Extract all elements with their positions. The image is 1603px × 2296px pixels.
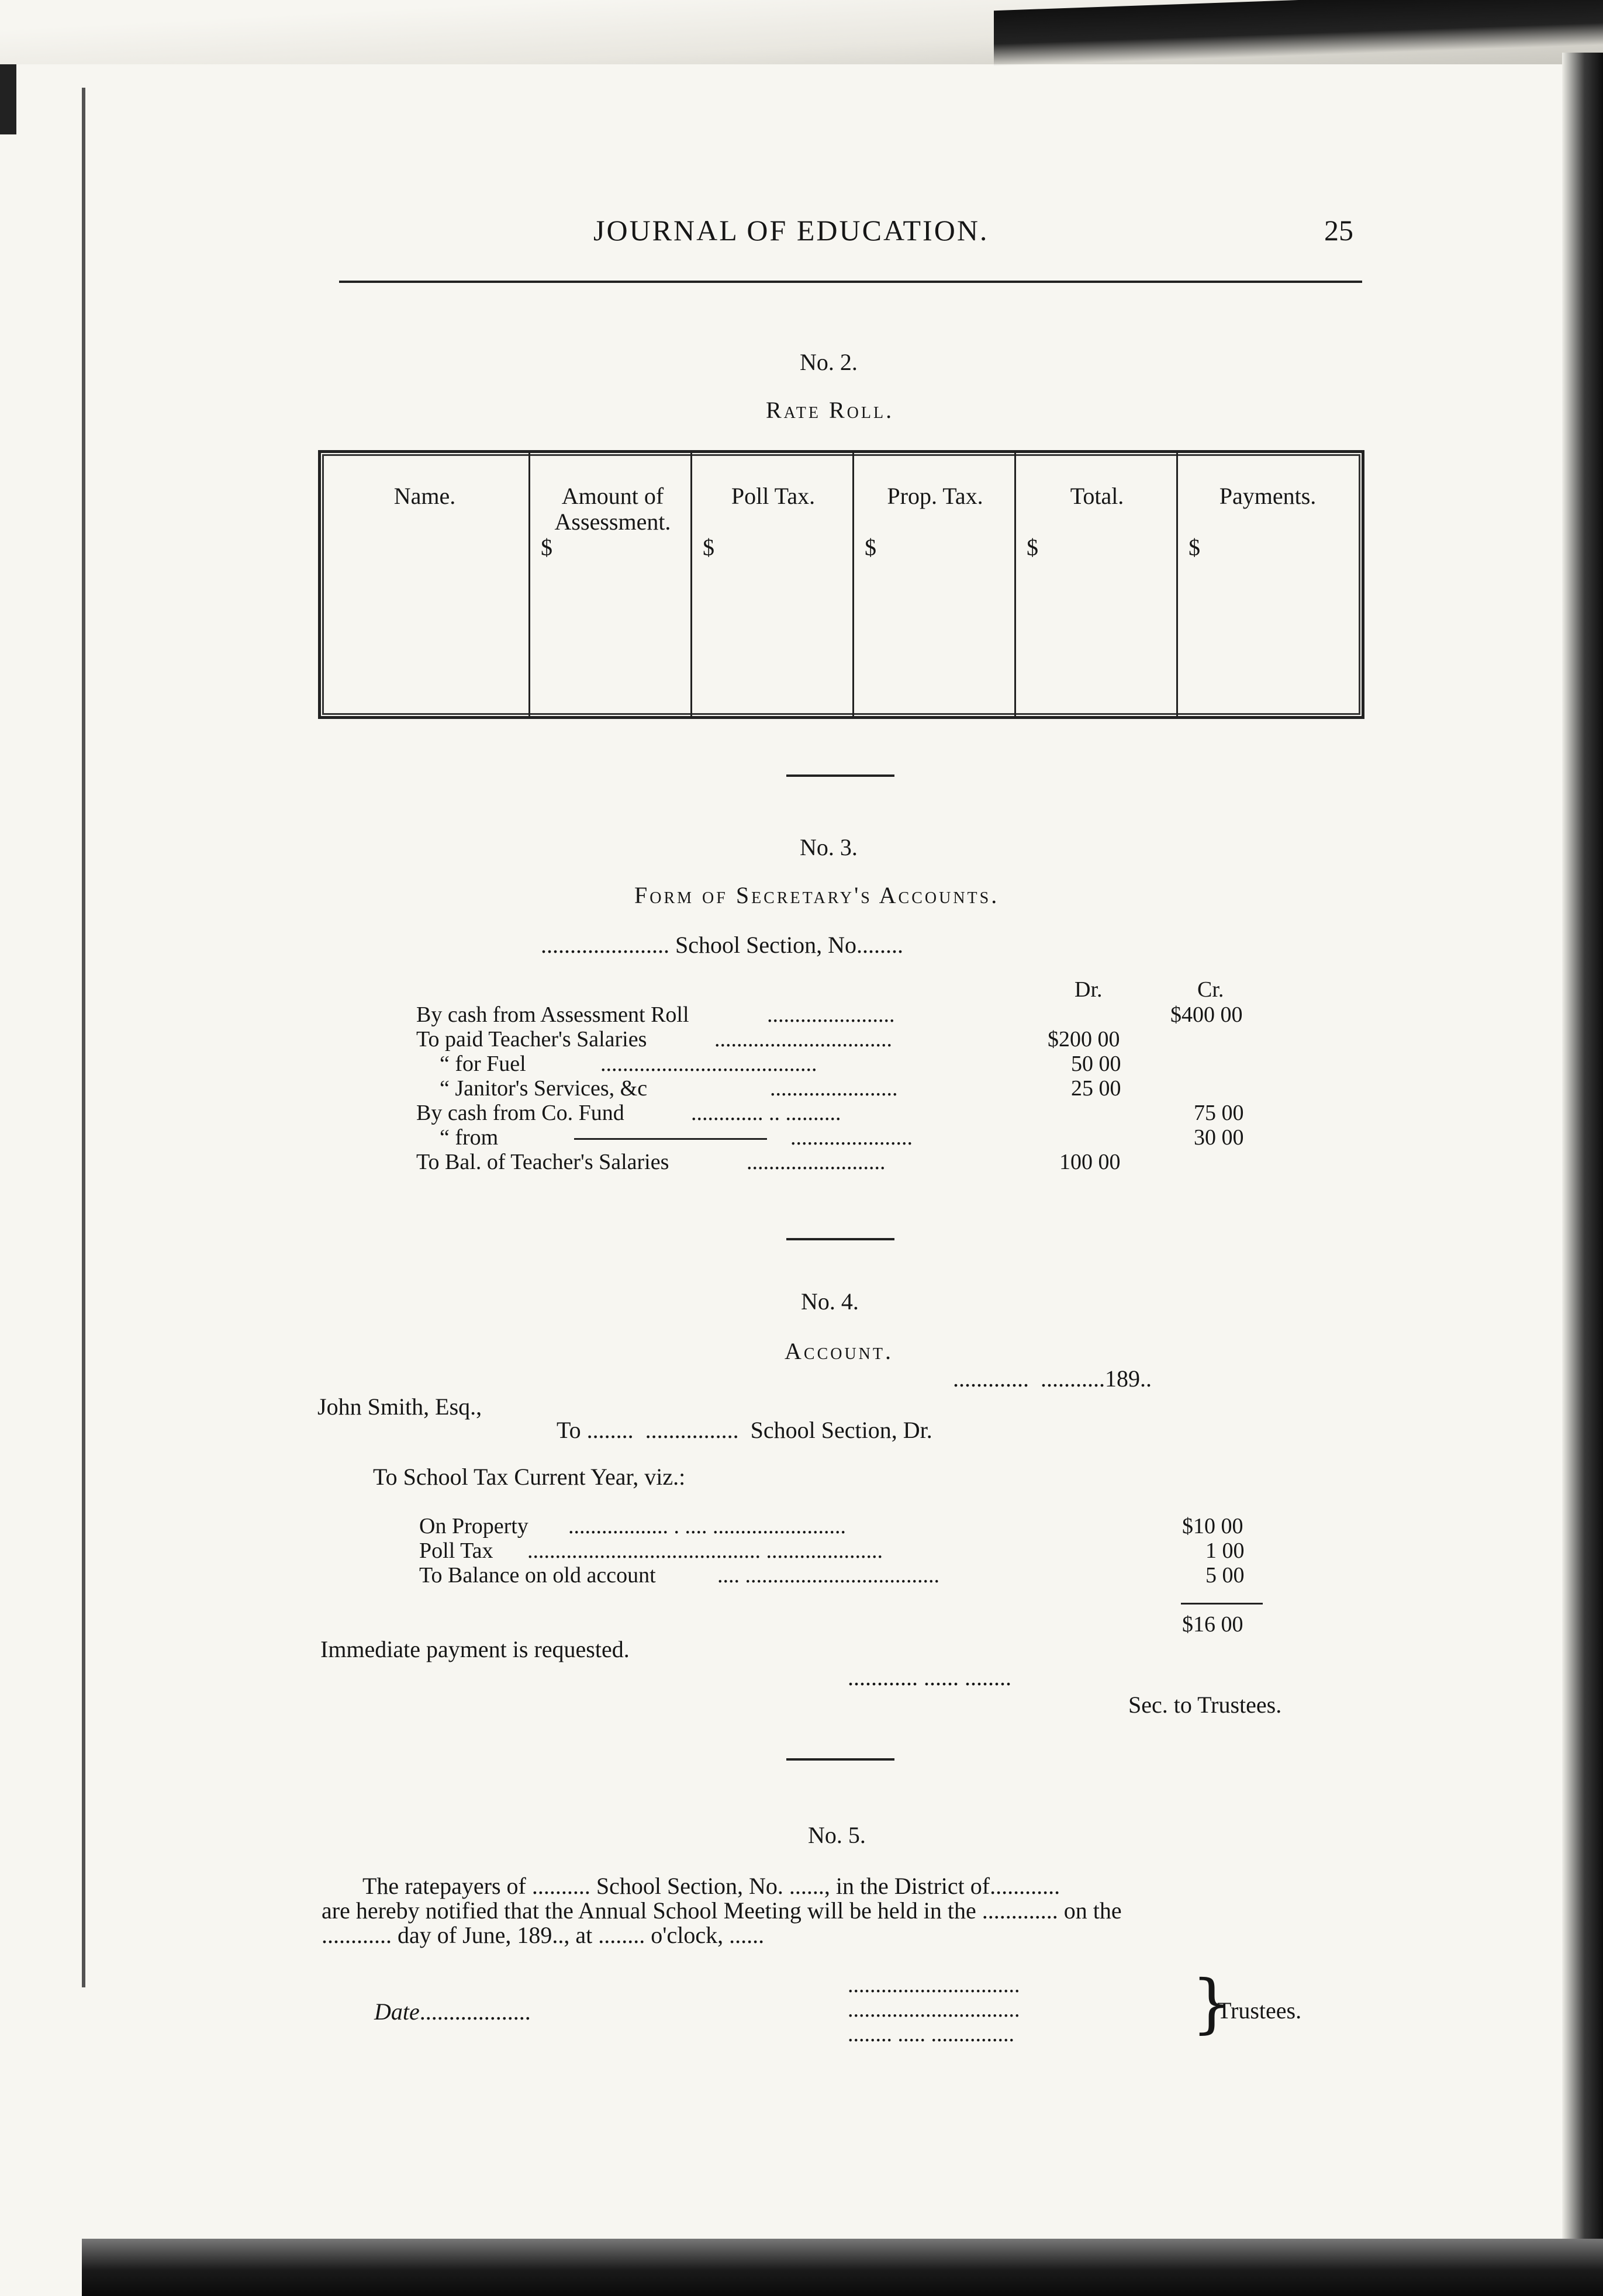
col-assessment xyxy=(528,453,692,716)
form3-section-line: ...................... School Section, No........ xyxy=(541,932,903,958)
signature-line: ............................... xyxy=(848,1997,1020,2022)
notice-line: The ratepayers of .......... School Section, No. ......, in the District of............ xyxy=(362,1873,1060,1899)
rate-roll-table xyxy=(318,450,1364,719)
col-header: Name. xyxy=(393,483,456,509)
entry-label: By cash from Co. Fund xyxy=(416,1101,624,1125)
section-divider xyxy=(786,774,894,777)
col-header: Prop. Tax. xyxy=(887,483,983,509)
entry-label: By cash from Assessment Roll xyxy=(416,1002,689,1027)
currency-symbol: $ xyxy=(1189,534,1200,561)
entry-dr: 50 00 xyxy=(1071,1052,1121,1076)
account-item: To Balance on old account .... ................................... 5 00 xyxy=(419,1563,1245,1588)
section-label: School Section, No xyxy=(675,932,856,958)
item-amount: 1 00 xyxy=(1205,1538,1245,1563)
form4-date-line: ............. ...........189.. xyxy=(953,1365,1152,1392)
signature-title: Sec. to Trustees. xyxy=(1128,1692,1282,1718)
account-entry: “ for Fuel ....................................... 50 00 xyxy=(440,1052,1121,1076)
trustee-signature-lines xyxy=(848,1973,1020,2046)
brace-icon: } xyxy=(1191,1966,1232,2041)
col-name xyxy=(321,453,528,716)
account-entry: By cash from Assessment Roll ....................... $400 00 xyxy=(416,1002,1243,1027)
account-intro: To School Tax Current Year, viz.: xyxy=(373,1464,686,1490)
entry-label: “ for Fuel xyxy=(440,1052,526,1076)
col-header: Poll Tax. xyxy=(731,483,816,509)
notice-line: are hereby notified that the Annual School Meeting will be held in the ............. on the xyxy=(322,1897,1122,1924)
signature-line: ........ ..... ............... xyxy=(848,2022,1014,2046)
entry-dr: $200 00 xyxy=(1048,1027,1120,1052)
account-entry: To paid Teacher's Salaries ................................ $200 00 xyxy=(416,1027,1120,1052)
account-entry: To Bal. of Teacher's Salaries ......................... 100 00 xyxy=(416,1150,1121,1174)
scan-edge-left xyxy=(0,64,16,134)
account-item: Poll Tax .......................................... ..................... 1 00 xyxy=(419,1538,1245,1563)
item-label: On Property xyxy=(419,1514,528,1538)
signature-line: ............................... xyxy=(848,1973,1020,1997)
section-divider xyxy=(786,1758,894,1761)
entry-label: “ from xyxy=(440,1125,499,1150)
item-label: Poll Tax xyxy=(419,1538,493,1563)
entry-dr: 25 00 xyxy=(1071,1076,1121,1101)
col-total xyxy=(1014,453,1178,716)
entry-cr: 75 00 xyxy=(1194,1101,1244,1125)
header-rule xyxy=(339,281,1362,283)
page-number: 25 xyxy=(1324,214,1353,247)
item-amount: $10 00 xyxy=(1182,1514,1243,1538)
account-total: $16 00 xyxy=(1182,1612,1243,1637)
addressee: John Smith, Esq., xyxy=(317,1393,482,1420)
signature-line: ............ ...... ........ xyxy=(848,1664,1011,1690)
form4-title: Account. xyxy=(785,1338,894,1364)
currency-symbol: $ xyxy=(703,534,714,561)
currency-symbol: $ xyxy=(865,534,876,561)
item-amount: 5 00 xyxy=(1205,1563,1245,1588)
form2-number: No. 2. xyxy=(800,349,858,375)
form5-number: No. 5. xyxy=(808,1822,866,1848)
col-payments xyxy=(1176,453,1357,716)
account-entry: “ Janitor's Services, &c ....................... 25 00 xyxy=(440,1076,1121,1101)
account-items xyxy=(419,1514,1267,1588)
trustees-label: Trustees. xyxy=(1217,1997,1302,2024)
account-item: On Property .................. . .... ........................ $10 00 xyxy=(419,1514,1243,1538)
entry-dr: 100 00 xyxy=(1059,1150,1121,1174)
dr-header: Dr. xyxy=(1075,977,1103,1002)
meeting-notice xyxy=(322,1873,1368,1947)
payment-note: Immediate payment is requested. xyxy=(320,1636,630,1662)
journal-title: JOURNAL OF EDUCATION. xyxy=(593,214,989,247)
date-field: Date................... xyxy=(374,1998,531,2025)
col-header: Total. xyxy=(1070,483,1124,509)
form3-number: No. 3. xyxy=(800,834,858,860)
item-label: To Balance on old account xyxy=(419,1563,656,1588)
scan-margin-line xyxy=(82,88,85,1987)
currency-symbol: $ xyxy=(541,534,552,561)
currency-symbol: $ xyxy=(1027,534,1038,561)
total-rule xyxy=(1181,1603,1263,1605)
account-entry: “ from ...................... 30 00 xyxy=(440,1125,1244,1150)
notice-line: ............ day of June, 189.., at ........ o'clock, ...... xyxy=(322,1922,765,1948)
col-prop-tax xyxy=(852,453,1016,716)
to-line: To ........ ................ School Section, Dr. xyxy=(557,1417,932,1443)
scan-edge-bottom xyxy=(82,2239,1603,2296)
form3-title: Form of Secretary's Accounts. xyxy=(634,882,1000,908)
cr-header: Cr. xyxy=(1197,977,1224,1002)
entry-cr: 30 00 xyxy=(1194,1125,1244,1150)
entry-cr: $400 00 xyxy=(1170,1002,1243,1027)
col-header: Payments. xyxy=(1219,483,1317,509)
account-entry: By cash from Co. Fund ............. .. .......... 75 00 xyxy=(416,1101,1244,1125)
entry-label: “ Janitor's Services, &c xyxy=(440,1076,648,1101)
form4-number: No. 4. xyxy=(801,1288,859,1315)
col-poll-tax xyxy=(690,453,854,716)
entry-label: To paid Teacher's Salaries xyxy=(416,1027,647,1052)
secretary-accounts xyxy=(416,1002,1281,1174)
section-divider xyxy=(786,1238,894,1240)
entry-label: To Bal. of Teacher's Salaries xyxy=(416,1150,669,1174)
col-header: Amount of Assessment. xyxy=(554,483,671,535)
form2-title: Rate Roll. xyxy=(766,397,894,423)
scan-edge-right xyxy=(1562,53,1603,2245)
